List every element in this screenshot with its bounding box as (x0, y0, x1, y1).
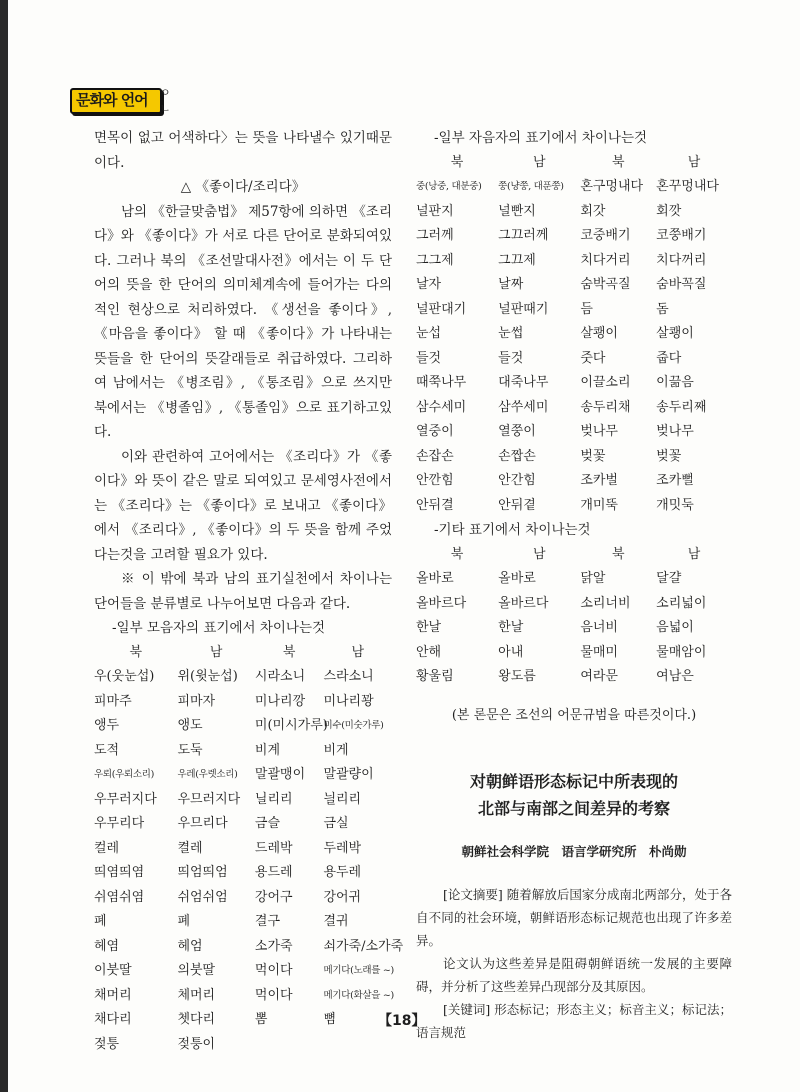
table-cell: 치다꺼리 (656, 252, 707, 268)
table-cell: 벚나무 (656, 424, 694, 439)
other-table-heading: -기타 표기에서 차이나는것 (434, 522, 591, 538)
table-row (94, 812, 392, 837)
table-cell: 닐리리 (254, 791, 293, 807)
table-cell: 채다리 (94, 1012, 132, 1027)
table-row (94, 837, 392, 862)
table-row (94, 984, 392, 1009)
table-cell: 말괄량이 (323, 767, 374, 782)
table-cell: 소가죽 (254, 938, 293, 954)
table-cell: 개밋둑 (656, 497, 694, 513)
table-cell: 메기다(노래를 ~) (323, 965, 394, 976)
table-row (94, 910, 392, 935)
table-cell: 조카벌 (580, 473, 618, 488)
header-north: 북 (611, 154, 625, 170)
table-cell: 비계 (254, 742, 281, 758)
table-cell: 벚나무 (580, 424, 618, 439)
table-cell: 여남은 (656, 669, 694, 684)
table-cell: 쇠가죽/소가죽 (323, 938, 404, 954)
table-row (94, 861, 392, 886)
table-cell: 금슬 (254, 816, 281, 831)
table-row (416, 420, 732, 445)
table-row (416, 665, 732, 690)
table-cell: 손잡손 (416, 448, 454, 464)
table-cell: 한날 (416, 620, 442, 635)
table-cell: 조카뻘 (656, 473, 694, 488)
header-north: 북 (450, 546, 464, 562)
table-cell: 널빤지 (498, 203, 536, 219)
other-difference-table (416, 543, 732, 690)
page-number: 【18】 (378, 1013, 426, 1029)
table-row (416, 396, 732, 421)
table-cell: 눈섭 (416, 326, 442, 341)
table-cell: 중(낭중, 대분중) (416, 181, 482, 192)
table-cell: 살쾡이 (580, 326, 618, 341)
table-row (94, 886, 392, 911)
table-cell: 컬레 (94, 840, 120, 856)
table-cell: 코중배기 (580, 228, 631, 243)
table-cell: 그러께 (416, 228, 454, 243)
table-row (416, 371, 732, 396)
table-cell: 두레박 (323, 840, 362, 856)
table-cell: 우무리다 (94, 816, 145, 831)
table-cell: 소리넓이 (656, 595, 707, 611)
table-cell: 듬 (580, 301, 593, 317)
table-header-row (416, 543, 732, 568)
table-row (416, 298, 732, 323)
table-cell: 안해 (416, 644, 442, 660)
table-cell: 우무러지다 (94, 791, 157, 807)
table-cell: 날자 (416, 277, 442, 292)
consonant-difference-table (416, 151, 732, 519)
table-row (94, 959, 392, 984)
chinese-title-line-1: 对朝鲜语形态标记中所表现的 (469, 772, 678, 791)
chinese-body: 论文认为这些差异是阻碍朝鲜语统一发展的主要障碍，并分析了这些差异凸现部分及其原因。 (416, 955, 732, 994)
table-cell: 피마주 (94, 693, 132, 709)
table-cell: 벚꽃 (656, 448, 682, 464)
table-cell: 들것 (416, 350, 442, 366)
table-cell: 한날 (498, 620, 524, 635)
table-cell: 널판지 (416, 203, 454, 219)
table-cell: 앵도 (177, 718, 203, 733)
header-south: 남 (687, 546, 701, 562)
table-cell: 위(윗눈섭) (177, 669, 238, 684)
section-logo (70, 86, 171, 115)
table-cell: 삼수세미 (416, 399, 467, 415)
table-cell: 개미뚝 (580, 497, 618, 513)
vowel-table-heading: -일부 모음자의 표기에서 차이나는것 (112, 620, 326, 636)
table-cell: 헤엄 (177, 938, 203, 954)
table-cell: 도둑 (177, 742, 203, 758)
table-row (416, 494, 732, 519)
table-cell: 폐 (94, 914, 107, 929)
table-row (416, 322, 732, 347)
table-cell: 황울림 (416, 669, 454, 684)
right-column (416, 126, 732, 1044)
table-cell: 금실 (323, 816, 349, 831)
table-cell: 말괄맹이 (254, 767, 306, 782)
paragraph: ※ 이 밖에 북과 남의 표기실천에서 차이나는 단어들을 분류별로 나누어보면 다음과 같다. (94, 571, 392, 612)
table-cell: 헤염 (94, 938, 120, 954)
table-cell: 벚꽃 (580, 448, 606, 464)
chinese-keywords: [关键词] 形态标记；形态主义；标音主义；标记法；语言规范 (416, 1001, 732, 1040)
table-cell: 혼꾸멍내다 (656, 179, 719, 194)
table-row (94, 1008, 392, 1033)
table-row (416, 249, 732, 274)
paragraph: 면목이 없고 어색하다〉는 뜻을 나타낼수 있기때문이다. (94, 130, 392, 171)
table-cell: 쉬염쉬염 (94, 889, 145, 905)
table-row (416, 616, 732, 641)
table-cell: 대죽나무 (498, 375, 549, 390)
table-row (416, 200, 732, 225)
table-cell: 스라소니 (323, 669, 374, 684)
table-cell: 물매암이 (656, 644, 707, 660)
table-cell: 미(미시가루) (254, 718, 328, 733)
table-cell: 먹이다 (254, 963, 293, 978)
table-cell: 줏다 (580, 350, 606, 366)
table-cell: 젖퉁이 (177, 1036, 216, 1052)
table-cell: 먹이다 (254, 987, 293, 1003)
table-cell: 시라소니 (254, 669, 306, 684)
table-cell: 켤레 (177, 840, 203, 856)
table-cell: 송두리채 (580, 399, 631, 415)
table-cell: 혼구멍내다 (580, 179, 644, 194)
table-cell: 늴리리 (323, 791, 362, 807)
table-cell: 때쭉나무 (416, 375, 467, 390)
header-north: 북 (129, 644, 142, 660)
table-cell: 미나리꽝 (323, 693, 374, 709)
table-row (94, 935, 392, 960)
table-cell: 돔 (656, 301, 669, 317)
table-cell: 결귀 (323, 914, 349, 929)
table-cell: 올바로 (498, 571, 536, 586)
table-row (94, 763, 392, 788)
table-header-row (416, 151, 732, 176)
header-north: 북 (611, 546, 625, 562)
table-row (416, 592, 732, 617)
table-cell: 우(웃눈섭) (94, 669, 155, 684)
table-cell: 들것 (498, 350, 524, 366)
header-north: 북 (450, 154, 464, 170)
table-row (416, 567, 732, 592)
table-cell: 손짭손 (498, 448, 536, 464)
table-cell: 안깐힘 (416, 473, 454, 488)
table-cell: 띄염띄염 (94, 865, 145, 880)
table-row (94, 714, 392, 739)
table-cell: 닭알 (580, 571, 606, 586)
table-row (94, 1033, 392, 1058)
table-cell: 비게 (323, 742, 349, 758)
table-cell: 강어구 (254, 889, 293, 905)
table-cell: 앵두 (94, 718, 120, 733)
table-row (416, 641, 732, 666)
table-cell: 숨박곡질 (580, 277, 631, 292)
header-south: 남 (351, 644, 364, 660)
table-cell: 미나리깡 (254, 693, 306, 709)
header-south: 남 (532, 154, 546, 170)
table-cell: 뽐 (254, 1012, 268, 1027)
table-row (94, 788, 392, 813)
table-cell: 열중이 (416, 424, 454, 439)
table-cell: 안뒤곁 (498, 497, 536, 513)
table-row (416, 469, 732, 494)
table-cell: 안뒤결 (416, 497, 454, 513)
table-cell: 코쭝배기 (656, 228, 707, 243)
table-cell: 폐 (177, 914, 190, 929)
table-cell: 우므러지다 (177, 791, 241, 807)
paragraph: 이와 관련하여 고어에서는 《조리다》가 《좋이다》와 뜻이 같은 말로 되여있고 문세영사전에서는 《조리다》는 《좋이다》로 보내고 《좋이다》에서 《조리다》, 《좋이다》의 두 뜻을 함께 주었다는것을 고려할 필요가 있다. (94, 448, 392, 563)
table-cell: 미수(미숫가루) (323, 720, 384, 731)
table-cell: 드레박 (254, 840, 293, 856)
table-cell: 이붓딸 (94, 963, 132, 978)
table-cell: 삼쑤세미 (498, 399, 549, 415)
chinese-title-line-2: 北部与南部之间差异的考察 (477, 799, 670, 818)
table-cell: 이끌소리 (580, 375, 631, 390)
table-cell: 음넓이 (656, 620, 694, 635)
table-cell: 올바로 (416, 571, 454, 586)
table-cell: 널판대기 (416, 301, 467, 317)
table-cell: 소리너비 (580, 595, 631, 611)
table-row (416, 347, 732, 372)
table-cell: 음너비 (580, 620, 618, 635)
table-cell: 쭝(냥쭝, 대푼쭝) (498, 181, 564, 192)
header-south: 남 (532, 546, 546, 562)
table-cell: 송두리째 (656, 399, 707, 415)
table-cell: 열쭝이 (498, 424, 536, 439)
table-cell: 이끎음 (656, 375, 694, 390)
table-cell: 달걀 (656, 571, 682, 586)
consonant-table-heading: -일부 자음자의 표기에서 차이나는것 (434, 130, 648, 146)
table-cell (323, 1033, 392, 1058)
table-cell: 우레(우렛소리) (177, 769, 238, 780)
table-cell: 올바르다 (416, 595, 467, 611)
table-cell: 용두레 (323, 865, 362, 880)
logo-tail: ㅇㄴ (160, 86, 171, 115)
table-cell: 여라문 (580, 669, 618, 684)
section-heading: △ 《좋이다/조리다》 (180, 179, 306, 195)
table-row (94, 690, 392, 715)
page-binding-edge (0, 0, 8, 1092)
table-header-row (94, 641, 392, 666)
table-cell: 쉬엄쉬엄 (177, 889, 228, 905)
table-cell: 용드레 (254, 865, 293, 880)
table-cell: 안간힘 (498, 473, 536, 488)
table-cell: 의붓딸 (177, 963, 216, 978)
header-south: 남 (687, 154, 701, 170)
table-cell: 채머리 (94, 987, 132, 1003)
table-cell: 물매미 (580, 644, 618, 660)
table-cell: 그끄제 (498, 252, 536, 268)
table-cell: 메기다(화살을 ~) (323, 989, 394, 1001)
header-south: 남 (209, 644, 223, 660)
table-row (416, 175, 732, 200)
table-cell: 쳇다리 (177, 1012, 216, 1027)
table-cell: 살쾡이 (656, 326, 694, 341)
table-cell: 줍다 (656, 350, 682, 366)
table-row (94, 665, 392, 690)
table-cell: 띄엄띄엄 (177, 865, 228, 880)
table-cell: 그그제 (416, 252, 454, 268)
table-cell: 뼘 (323, 1012, 336, 1027)
table-cell: 체머리 (177, 987, 216, 1003)
table-cell: 왕도름 (498, 669, 536, 684)
table-cell: 눈썹 (498, 326, 524, 341)
table-cell: 숨바꼭질 (656, 277, 707, 292)
chinese-author: 朝鲜社会科学院 语言学研究所 朴尚勋 (461, 844, 687, 859)
logo-text: 문화와 언어 (76, 91, 148, 109)
table-row (416, 445, 732, 470)
table-cell: 날짜 (498, 277, 524, 292)
table-cell: 아내 (498, 644, 524, 660)
table-cell: 젖퉁 (94, 1036, 120, 1052)
table-cell: 피마자 (177, 693, 216, 709)
table-cell: 그끄러께 (498, 228, 549, 243)
table-cell: 결구 (254, 914, 281, 929)
table-cell: 회갓 (580, 203, 606, 219)
table-cell: 우므리다 (177, 816, 228, 831)
table-cell (255, 1033, 324, 1058)
chinese-abstract: [论文摘要] 随着解放后国家分成南北两部分，处于各自不同的社会环境，朝鲜语形态标记规范也出现了许多差异。 (416, 886, 732, 948)
table-cell: 치다거리 (580, 252, 631, 268)
header-north: 북 (282, 644, 296, 660)
table-row (416, 224, 732, 249)
table-cell: 널판때기 (498, 301, 549, 317)
paragraph: 남의 《한글맞춤법》 제57항에 의하면 《조리다》와 《좋이다》가 서로 다른 단어로 분화되여있다. 그러나 북의 《조선말대사전》에서는 이 두 단어의 뜻을 한 단어의 의미체계속에 들어가는 다의적인 현상으로 처리하였다. 《생선을 좋이다》, 《마음을 좋이다》 할 때 《좋이다》가 나타내는 뜻들을 한 단어의 뜻갈래들로 취급하였다. 그리하여 남에서는 《병조림》, 《통조림》으로 쓰지만 북에서는 《병졸임》, 《통졸임》으로 표기하고있다. (94, 203, 392, 440)
table-cell: 회깟 (656, 203, 682, 219)
table-cell: 우뢰(우뢰소리) (94, 769, 155, 780)
table-row (416, 273, 732, 298)
table-cell: 올바르다 (498, 595, 549, 611)
table-row (94, 739, 392, 764)
table-cell: 도적 (94, 742, 120, 758)
orthography-note: (본 론문은 조선의 어문규범을 따른것이다.) (451, 707, 697, 723)
table-cell: 강어귀 (323, 889, 362, 905)
